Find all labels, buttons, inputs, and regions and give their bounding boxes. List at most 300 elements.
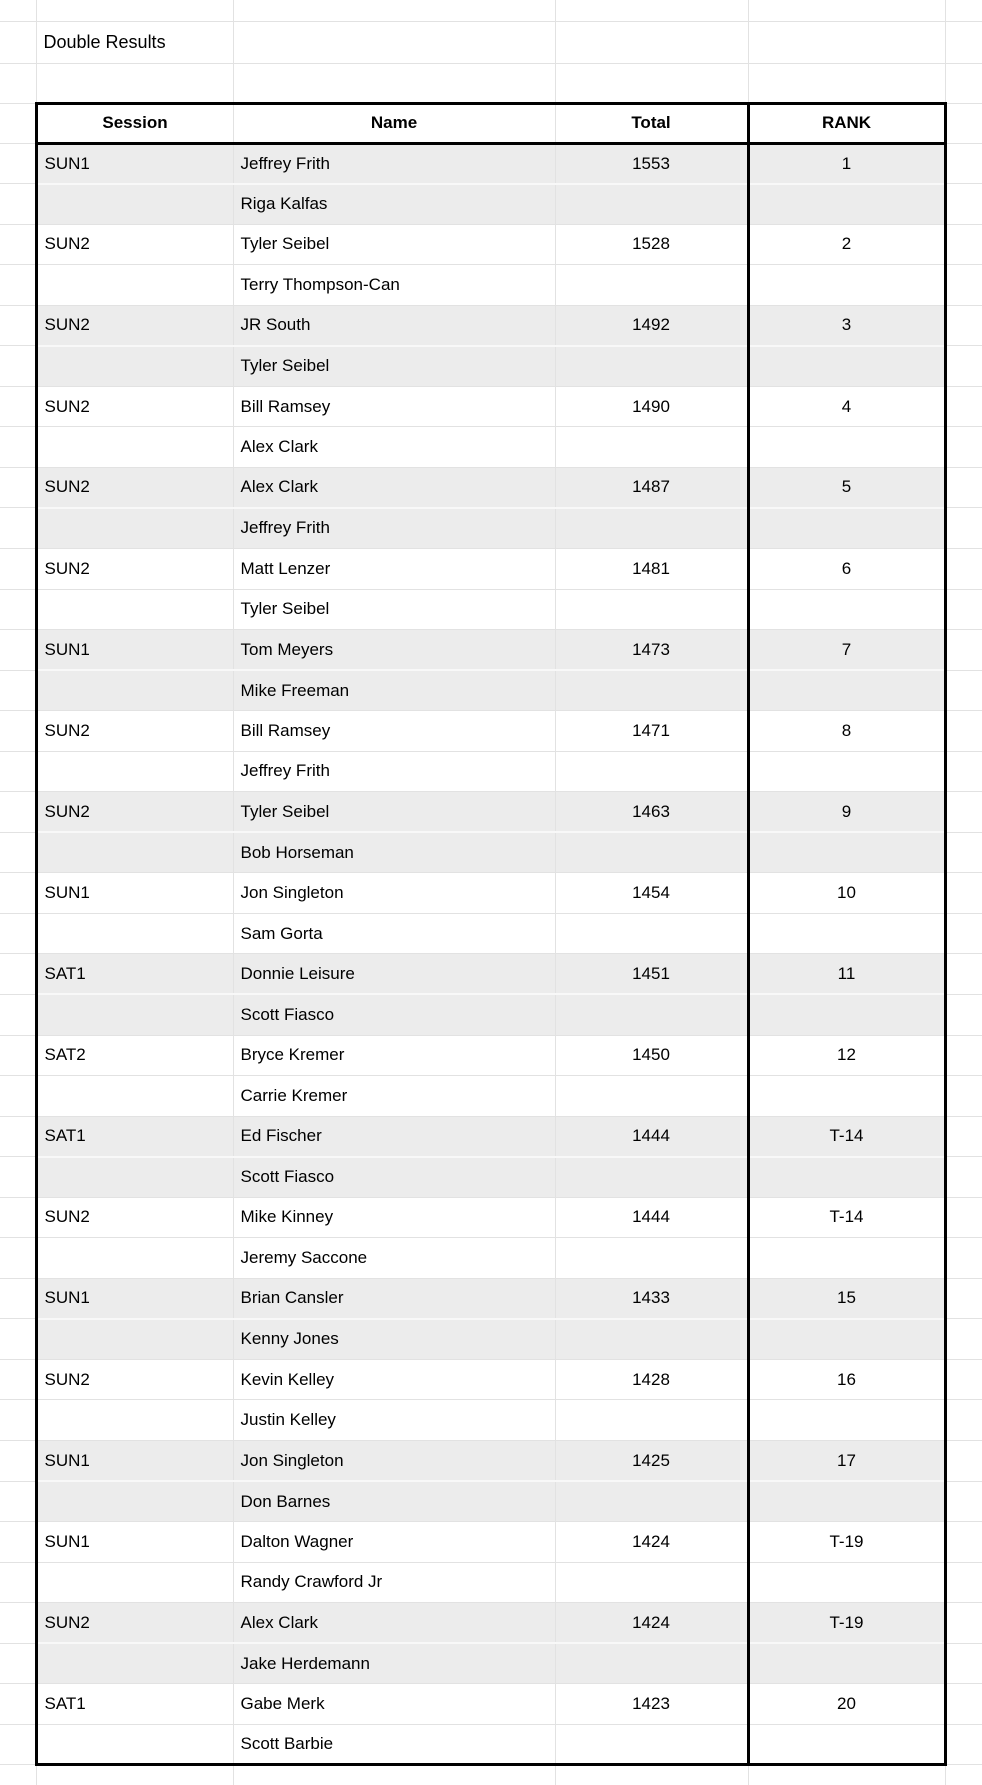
cell-player2[interactable]: Sam Gorta <box>233 913 555 954</box>
cell-rank-empty[interactable] <box>748 346 945 387</box>
cell-session[interactable]: SUN1 <box>36 143 233 184</box>
entry-row-main <box>0 873 982 914</box>
grid-cell[interactable] <box>945 548 982 589</box>
cell-total-empty[interactable] <box>555 346 748 387</box>
cell-player2[interactable]: Tyler Seibel <box>233 346 555 387</box>
grid-cell[interactable] <box>233 21 555 63</box>
cell-player1[interactable]: Bryce Kremer <box>233 1035 555 1076</box>
grid-cell[interactable] <box>0 954 36 995</box>
entry-row-main <box>0 1603 982 1644</box>
cell-total-empty[interactable] <box>555 1562 748 1603</box>
cell-total-empty[interactable] <box>555 1157 748 1198</box>
grid-cell[interactable] <box>945 346 982 387</box>
cell-total-empty[interactable] <box>555 751 748 792</box>
grid-cell[interactable] <box>233 63 555 103</box>
cell-rank-empty[interactable] <box>748 427 945 468</box>
entry-row-main <box>0 1441 982 1482</box>
grid-cell[interactable] <box>945 1116 982 1157</box>
grid-cell[interactable] <box>0 1359 36 1400</box>
cell-player2[interactable]: Jeffrey Frith <box>233 751 555 792</box>
cell-player2[interactable]: Tyler Seibel <box>233 589 555 630</box>
cell-total-empty[interactable] <box>555 184 748 225</box>
cell-total-empty[interactable] <box>555 1238 748 1279</box>
cell-total-empty[interactable] <box>555 913 748 954</box>
header-cell-total[interactable]: Total <box>555 103 748 143</box>
cell-total[interactable]: 1424 <box>555 1522 748 1563</box>
cell-rank[interactable]: 12 <box>748 1035 945 1076</box>
grid-row-bottom <box>0 1765 982 1785</box>
cell-session-empty[interactable] <box>36 670 233 711</box>
cell-player2[interactable]: Jake Herdemann <box>233 1643 555 1684</box>
grid-cell[interactable] <box>945 63 982 103</box>
grid-cell[interactable] <box>233 0 555 21</box>
entry-row-partner <box>0 1724 982 1765</box>
grid-cell[interactable] <box>0 1765 36 1785</box>
grid-cell[interactable] <box>945 1481 982 1522</box>
cell-total[interactable]: 1424 <box>555 1603 748 1644</box>
cell-total-empty[interactable] <box>555 265 748 306</box>
cell-player1[interactable]: Matt Lenzer <box>233 548 555 589</box>
cell-session[interactable]: SAT1 <box>36 1684 233 1725</box>
cell-rank-empty[interactable] <box>748 265 945 306</box>
cell-rank[interactable]: 4 <box>748 386 945 427</box>
cell-rank-empty[interactable] <box>748 1400 945 1441</box>
cell-total-empty[interactable] <box>555 670 748 711</box>
cell-session-empty[interactable] <box>36 1076 233 1117</box>
grid-cell[interactable] <box>945 1603 982 1644</box>
grid-cell[interactable] <box>945 1238 982 1279</box>
grid-cell[interactable] <box>945 1643 982 1684</box>
grid-cell[interactable] <box>748 0 945 21</box>
cell-total[interactable]: 1444 <box>555 1197 748 1238</box>
grid-cell[interactable] <box>945 1035 982 1076</box>
cell-rank[interactable]: 6 <box>748 548 945 589</box>
cell-session-empty[interactable] <box>36 508 233 549</box>
cell-total[interactable]: 1528 <box>555 224 748 265</box>
cell-session-empty[interactable] <box>36 1157 233 1198</box>
grid-cell[interactable] <box>945 1278 982 1319</box>
grid-cell[interactable] <box>945 265 982 306</box>
cell-session[interactable]: SUN2 <box>36 224 233 265</box>
cell-session-empty[interactable] <box>36 1481 233 1522</box>
cell-player2[interactable]: Scott Fiasco <box>233 994 555 1035</box>
cell-session[interactable]: SUN2 <box>36 1197 233 1238</box>
cell-session-empty[interactable] <box>36 265 233 306</box>
cell-total-empty[interactable] <box>555 1400 748 1441</box>
grid-cell[interactable] <box>0 1238 36 1279</box>
grid-cell[interactable] <box>945 1359 982 1400</box>
cell-session[interactable]: SAT1 <box>36 1116 233 1157</box>
entry-row-partner <box>0 670 982 711</box>
cell-rank[interactable]: 20 <box>748 1684 945 1725</box>
entry-row-main <box>0 386 982 427</box>
cell-session[interactable]: SUN2 <box>36 1603 233 1644</box>
cell-total[interactable]: 1433 <box>555 1278 748 1319</box>
grid-cell[interactable] <box>945 792 982 833</box>
entry-row-partner <box>0 589 982 630</box>
grid-cell[interactable] <box>945 751 982 792</box>
cell-session[interactable]: SUN1 <box>36 1278 233 1319</box>
cell-session[interactable]: SUN2 <box>36 467 233 508</box>
grid-cell[interactable] <box>945 711 982 752</box>
cell-total-empty[interactable] <box>555 427 748 468</box>
grid-cell[interactable] <box>945 427 982 468</box>
grid-cell[interactable] <box>0 1278 36 1319</box>
cell-rank-empty[interactable] <box>748 1724 945 1765</box>
cell-rank[interactable]: 17 <box>748 1441 945 1482</box>
cell-session[interactable]: SUN2 <box>36 386 233 427</box>
cell-session-empty[interactable] <box>36 1643 233 1684</box>
grid-cell[interactable] <box>0 1441 36 1482</box>
entry-row-partner <box>0 1076 982 1117</box>
cell-total[interactable]: 1492 <box>555 305 748 346</box>
grid-cell[interactable] <box>0 103 36 143</box>
grid-cell[interactable] <box>0 305 36 346</box>
entry-row-partner <box>0 1643 982 1684</box>
cell-rank-empty[interactable] <box>748 1238 945 1279</box>
cell-rank-empty[interactable] <box>748 751 945 792</box>
grid-cell[interactable] <box>0 427 36 468</box>
grid-cell[interactable] <box>945 913 982 954</box>
cell-player2[interactable]: Mike Freeman <box>233 670 555 711</box>
cell-session-empty[interactable] <box>36 1724 233 1765</box>
cell-total-empty[interactable] <box>555 1076 748 1117</box>
grid-cell[interactable] <box>945 832 982 873</box>
cell-rank-empty[interactable] <box>748 589 945 630</box>
cell-total[interactable]: 1553 <box>555 143 748 184</box>
cell-total[interactable]: 1425 <box>555 1441 748 1482</box>
grid-cell[interactable] <box>945 143 982 184</box>
grid-cell[interactable] <box>945 994 982 1035</box>
grid-cell[interactable] <box>0 1603 36 1644</box>
cell-session-empty[interactable] <box>36 184 233 225</box>
cell-session[interactable]: SAT1 <box>36 954 233 995</box>
grid-cell[interactable] <box>0 346 36 387</box>
cell-player2[interactable]: Kenny Jones <box>233 1319 555 1360</box>
cell-rank-empty[interactable] <box>748 670 945 711</box>
cell-rank[interactable]: T-14 <box>748 1197 945 1238</box>
entry-row-main <box>0 548 982 589</box>
cell-player1[interactable]: Bill Ramsey <box>233 386 555 427</box>
grid-cell[interactable] <box>0 1724 36 1765</box>
cell-rank-empty[interactable] <box>748 1157 945 1198</box>
cell-total[interactable]: 1487 <box>555 467 748 508</box>
grid-cell[interactable] <box>0 184 36 225</box>
cell-rank-empty[interactable] <box>748 508 945 549</box>
grid-cell[interactable] <box>555 1765 748 1785</box>
entry-row-partner <box>0 427 982 468</box>
cell-session[interactable]: SUN2 <box>36 1359 233 1400</box>
grid-cell[interactable] <box>945 589 982 630</box>
grid-cell[interactable] <box>0 1643 36 1684</box>
cell-session-empty[interactable] <box>36 1319 233 1360</box>
cell-rank-empty[interactable] <box>748 913 945 954</box>
entry-row-main <box>0 1278 982 1319</box>
entry-row-partner <box>0 346 982 387</box>
grid-cell[interactable] <box>945 1765 982 1785</box>
entry-row-main <box>0 792 982 833</box>
grid-cell[interactable] <box>0 265 36 306</box>
grid-cell[interactable] <box>0 751 36 792</box>
cell-player2[interactable]: Jeremy Saccone <box>233 1238 555 1279</box>
cell-player1[interactable]: JR South <box>233 305 555 346</box>
grid-cell[interactable] <box>0 0 36 21</box>
grid-cell[interactable] <box>748 21 945 63</box>
grid-row-top <box>0 0 982 21</box>
cell-session-empty[interactable] <box>36 1400 233 1441</box>
grid-cell[interactable] <box>555 21 748 63</box>
entry-row-partner <box>0 994 982 1035</box>
cell-rank-empty[interactable] <box>748 1076 945 1117</box>
cell-player1[interactable]: Mike Kinney <box>233 1197 555 1238</box>
grid-cell[interactable] <box>945 1684 982 1725</box>
cell-player1[interactable]: Jon Singleton <box>233 873 555 914</box>
cell-total-empty[interactable] <box>555 589 748 630</box>
cell-session-empty[interactable] <box>36 589 233 630</box>
cell-session-empty[interactable] <box>36 1238 233 1279</box>
cell-rank[interactable]: 15 <box>748 1278 945 1319</box>
cell-player2[interactable]: Randy Crawford Jr <box>233 1562 555 1603</box>
grid-cell[interactable] <box>945 467 982 508</box>
grid-cell[interactable] <box>945 386 982 427</box>
cell-player1[interactable]: Tom Meyers <box>233 630 555 671</box>
cell-total[interactable]: 1450 <box>555 1035 748 1076</box>
grid-cell[interactable] <box>945 1441 982 1482</box>
title-row <box>0 21 982 63</box>
cell-total-empty[interactable] <box>555 1319 748 1360</box>
entry-row-main <box>0 711 982 752</box>
entry-row-main <box>0 467 982 508</box>
cell-total[interactable]: 1451 <box>555 954 748 995</box>
grid-cell[interactable] <box>0 224 36 265</box>
header-cell-session[interactable]: Session <box>36 103 233 143</box>
cell-rank[interactable]: 10 <box>748 873 945 914</box>
cell-total[interactable]: 1423 <box>555 1684 748 1725</box>
title-cell[interactable]: Double Results <box>36 21 233 63</box>
cell-player2[interactable]: Don Barnes <box>233 1481 555 1522</box>
grid-cell[interactable] <box>945 1197 982 1238</box>
grid-cell[interactable] <box>0 670 36 711</box>
cell-player1[interactable]: Kevin Kelley <box>233 1359 555 1400</box>
cell-rank[interactable]: 1 <box>748 143 945 184</box>
cell-session-empty[interactable] <box>36 427 233 468</box>
cell-total-empty[interactable] <box>555 1643 748 1684</box>
cell-player1[interactable]: Dalton Wagner <box>233 1522 555 1563</box>
grid-cell[interactable] <box>36 1765 233 1785</box>
cell-player2[interactable]: Jeffrey Frith <box>233 508 555 549</box>
cell-session[interactable]: SUN2 <box>36 548 233 589</box>
cell-total-empty[interactable] <box>555 508 748 549</box>
grid-cell[interactable] <box>945 184 982 225</box>
grid-cell[interactable] <box>945 1157 982 1198</box>
cell-player2[interactable]: Bob Horseman <box>233 832 555 873</box>
grid-cell[interactable] <box>0 143 36 184</box>
grid-cell[interactable] <box>945 21 982 63</box>
grid-cell[interactable] <box>0 1522 36 1563</box>
grid-cell[interactable] <box>555 0 748 21</box>
cell-player2[interactable]: Riga Kalfas <box>233 184 555 225</box>
grid-cell[interactable] <box>0 1400 36 1441</box>
grid-cell[interactable] <box>0 1562 36 1603</box>
cell-rank[interactable]: 3 <box>748 305 945 346</box>
grid-cell[interactable] <box>945 954 982 995</box>
cell-total[interactable]: 1454 <box>555 873 748 914</box>
cell-player2[interactable]: Justin Kelley <box>233 1400 555 1441</box>
entry-row-partner <box>0 1481 982 1522</box>
cell-rank[interactable]: T-14 <box>748 1116 945 1157</box>
cell-player1[interactable]: Donnie Leisure <box>233 954 555 995</box>
cell-player1[interactable]: Bill Ramsey <box>233 711 555 752</box>
header-cell-name[interactable]: Name <box>233 103 555 143</box>
grid-cell[interactable] <box>0 1684 36 1725</box>
cell-session[interactable]: SUN2 <box>36 711 233 752</box>
grid-cell[interactable] <box>36 63 233 103</box>
cell-session-empty[interactable] <box>36 751 233 792</box>
grid-cell[interactable] <box>0 1076 36 1117</box>
grid-cell[interactable] <box>0 1116 36 1157</box>
grid-cell[interactable] <box>0 792 36 833</box>
cell-player1[interactable]: Alex Clark <box>233 1603 555 1644</box>
cell-total-empty[interactable] <box>555 832 748 873</box>
entry-row-main <box>0 1522 982 1563</box>
cell-total[interactable]: 1490 <box>555 386 748 427</box>
grid-cell[interactable] <box>0 711 36 752</box>
cell-session-empty[interactable] <box>36 346 233 387</box>
cell-rank[interactable]: T-19 <box>748 1603 945 1644</box>
cell-player2[interactable]: Carrie Kremer <box>233 1076 555 1117</box>
grid-cell[interactable] <box>945 508 982 549</box>
grid-cell[interactable] <box>945 224 982 265</box>
cell-rank[interactable]: 16 <box>748 1359 945 1400</box>
entry-row-partner <box>0 1238 982 1279</box>
cell-player1[interactable]: Brian Cansler <box>233 1278 555 1319</box>
cell-total[interactable]: 1444 <box>555 1116 748 1157</box>
cell-total-empty[interactable] <box>555 1724 748 1765</box>
cell-rank[interactable]: 7 <box>748 630 945 671</box>
cell-player2[interactable]: Scott Fiasco <box>233 1157 555 1198</box>
entry-row-partner <box>0 832 982 873</box>
cell-player1[interactable]: Ed Fischer <box>233 1116 555 1157</box>
grid-cell[interactable] <box>0 1197 36 1238</box>
grid-cell[interactable] <box>0 832 36 873</box>
grid-cell[interactable] <box>0 913 36 954</box>
cell-rank-empty[interactable] <box>748 832 945 873</box>
cell-player2[interactable]: Alex Clark <box>233 427 555 468</box>
cell-rank[interactable]: 9 <box>748 792 945 833</box>
grid-cell[interactable] <box>748 1765 945 1785</box>
cell-rank-empty[interactable] <box>748 1319 945 1360</box>
grid-cell[interactable] <box>748 63 945 103</box>
grid-cell[interactable] <box>0 63 36 103</box>
grid-cell[interactable] <box>945 1319 982 1360</box>
grid-cell[interactable] <box>0 1481 36 1522</box>
cell-session[interactable]: SAT2 <box>36 1035 233 1076</box>
cell-total[interactable]: 1463 <box>555 792 748 833</box>
cell-rank[interactable]: 11 <box>748 954 945 995</box>
header-cell-rank[interactable]: RANK <box>748 103 945 143</box>
cell-session[interactable]: SUN2 <box>36 792 233 833</box>
grid-cell[interactable] <box>945 1522 982 1563</box>
grid-cell[interactable] <box>0 508 36 549</box>
cell-rank[interactable]: 2 <box>748 224 945 265</box>
cell-session[interactable]: SUN1 <box>36 1441 233 1482</box>
cell-session[interactable]: SUN2 <box>36 305 233 346</box>
cell-rank[interactable]: T-19 <box>748 1522 945 1563</box>
cell-rank-empty[interactable] <box>748 184 945 225</box>
cell-session[interactable]: SUN1 <box>36 630 233 671</box>
cell-player2[interactable]: Terry Thompson-Can <box>233 265 555 306</box>
cell-player1[interactable]: Tyler Seibel <box>233 792 555 833</box>
entry-row-main <box>0 143 982 184</box>
cell-session-empty[interactable] <box>36 994 233 1035</box>
cell-rank[interactable]: 5 <box>748 467 945 508</box>
grid-cell[interactable] <box>945 670 982 711</box>
grid-cell[interactable] <box>0 589 36 630</box>
grid-cell[interactable] <box>945 873 982 914</box>
entry-row-main <box>0 224 982 265</box>
grid-cell[interactable] <box>0 548 36 589</box>
entry-row-main <box>0 1116 982 1157</box>
grid-cell[interactable] <box>0 1319 36 1360</box>
cell-rank-empty[interactable] <box>748 994 945 1035</box>
grid-cell[interactable] <box>0 467 36 508</box>
cell-total[interactable]: 1473 <box>555 630 748 671</box>
cell-player2[interactable]: Scott Barbie <box>233 1724 555 1765</box>
cell-total[interactable]: 1428 <box>555 1359 748 1400</box>
entry-row-partner <box>0 184 982 225</box>
grid-cell[interactable] <box>0 994 36 1035</box>
cell-session-empty[interactable] <box>36 1562 233 1603</box>
cell-player1[interactable]: Jeffrey Frith <box>233 143 555 184</box>
cell-session-empty[interactable] <box>36 913 233 954</box>
cell-total-empty[interactable] <box>555 1481 748 1522</box>
grid-cell[interactable] <box>945 1562 982 1603</box>
cell-player1[interactable]: Gabe Merk <box>233 1684 555 1725</box>
grid-cell[interactable] <box>0 1157 36 1198</box>
cell-session[interactable]: SUN1 <box>36 873 233 914</box>
grid-cell[interactable] <box>0 873 36 914</box>
cell-rank-empty[interactable] <box>748 1643 945 1684</box>
grid-cell[interactable] <box>945 305 982 346</box>
grid-cell[interactable] <box>0 630 36 671</box>
grid-cell[interactable] <box>0 386 36 427</box>
grid-cell[interactable] <box>945 1724 982 1765</box>
grid-cell[interactable] <box>36 0 233 21</box>
cell-session-empty[interactable] <box>36 832 233 873</box>
cell-rank[interactable]: 8 <box>748 711 945 752</box>
cell-total[interactable]: 1471 <box>555 711 748 752</box>
cell-total[interactable]: 1481 <box>555 548 748 589</box>
cell-rank-empty[interactable] <box>748 1562 945 1603</box>
entry-row-main <box>0 630 982 671</box>
cell-player1[interactable]: Jon Singleton <box>233 1441 555 1482</box>
cell-player1[interactable]: Alex Clark <box>233 467 555 508</box>
grid-cell[interactable] <box>233 1765 555 1785</box>
cell-player1[interactable]: Tyler Seibel <box>233 224 555 265</box>
cell-total-empty[interactable] <box>555 994 748 1035</box>
grid-cell[interactable] <box>0 1035 36 1076</box>
grid-cell[interactable] <box>945 103 982 143</box>
grid-cell[interactable] <box>945 630 982 671</box>
cell-session[interactable]: SUN1 <box>36 1522 233 1563</box>
grid-cell[interactable] <box>555 63 748 103</box>
grid-cell[interactable] <box>0 21 36 63</box>
entry-row-main <box>0 1684 982 1725</box>
grid-cell[interactable] <box>945 0 982 21</box>
grid-cell[interactable] <box>945 1400 982 1441</box>
cell-rank-empty[interactable] <box>748 1481 945 1522</box>
grid-cell[interactable] <box>945 1076 982 1117</box>
